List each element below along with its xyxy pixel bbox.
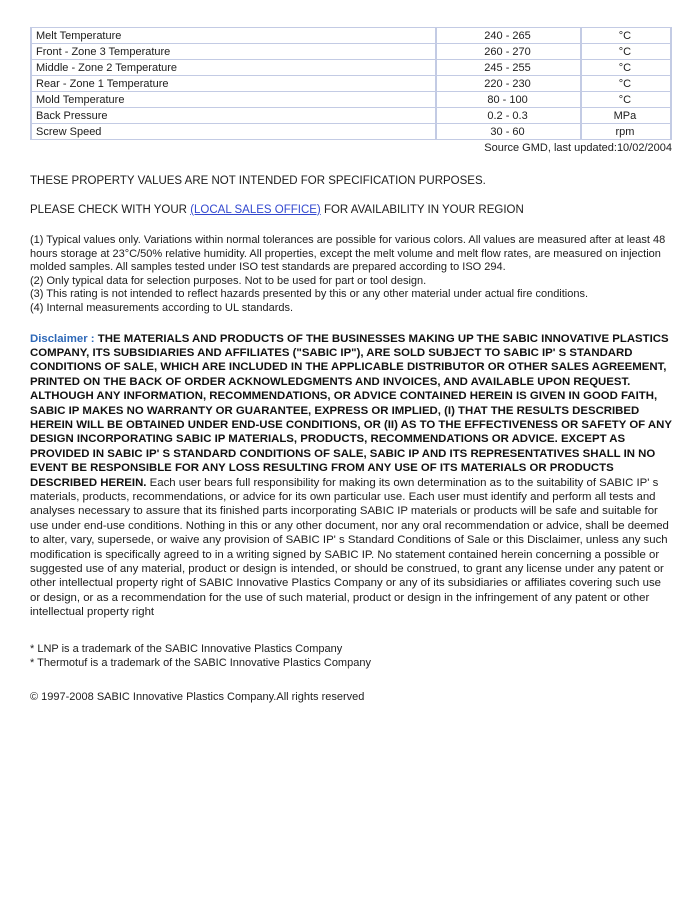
table-row (31, 124, 671, 140)
property-unit-cell: MPa (581, 108, 671, 124)
table-row (31, 92, 671, 108)
trademark-note: * Thermotuf is a trademark of the SABIC Innovative Plastics Company (30, 656, 371, 669)
table-row (31, 76, 671, 92)
table-row (31, 60, 671, 76)
footnote: (4) Internal measurements according to UL standards. (30, 301, 294, 314)
table-row (31, 108, 671, 124)
availability-prefix: PLEASE CHECK WITH YOUR (30, 204, 191, 216)
trademark-notes (30, 642, 672, 670)
property-unit-cell: °C (581, 28, 671, 44)
property-name-cell: Melt Temperature (31, 28, 436, 44)
property-unit-cell: °C (581, 60, 671, 76)
property-value-cell: 80 - 100 (436, 92, 581, 108)
availability-suffix: FOR AVAILABILITY IN YOUR REGION (320, 204, 524, 216)
trademark-note: * LNP is a trademark of the SABIC Innovative Plastics Company (30, 642, 343, 655)
property-unit-cell: °C (581, 92, 671, 108)
local-sales-office-link[interactable]: (LOCAL SALES OFFICE) (190, 204, 321, 216)
footnote: (3) This rating is not intended to reflect hazards presented by this or any other material under actual fire conditions. (30, 288, 589, 301)
property-unit-cell: rpm (581, 124, 671, 140)
property-name-cell: Middle - Zone 2 Temperature (31, 60, 436, 76)
property-name-cell: Front - Zone 3 Temperature (31, 44, 436, 60)
availability-notice (30, 204, 672, 216)
property-value-cell: 0.2 - 0.3 (436, 108, 581, 124)
footnote: (1) Typical values only. Variations within normal tolerances are possible for various colors. All values are measured after at least 48 hours storage at 23°C/50% relative humidity. All properties, except the melt volume and melt flow rates, are measured on injection molded samples. All samples tested under ISO test standards are prepared according to ISO 294. (30, 234, 666, 274)
disclaimer-normal-text: Each user bears full responsibility for making its own determination as to the suitability of SABIC IP' s materials, products, recommendations, or advice for its own particular use. Each user must identify and perform all tests and analyses necessary to assure that its finished parts incorporating SABIC IP materials or products will be safe and suitable for use under end-use conditions. Nothing in this or any other document, nor any oral recommendation or advice, shall be deemed to alter, vary, supersede, or waive any provision of SABIC IP' s Standard Conditions of Sale or this Disclaimer, unless any such modification is specifically agreed to in a writing signed by SABIC IP. No statement contained herein concerning a possible or suggested use of any material, product or design is intended, or should be construed, to grant any license under any patent or other intellectual property right of SABIC Innovative Plastics Company or any of its subsidiaries or affiliates covering such use or design, or as a recommendation for the use of such material, product or design in the infringement of any patent or other intellectual property right (30, 476, 669, 619)
footnote: (2) Only typical data for selection purposes. Not to be used for part or tool design. (30, 274, 427, 287)
processing-parameters-table (30, 27, 672, 140)
property-name-cell: Screw Speed (31, 124, 436, 140)
specification-notice: THESE PROPERTY VALUES ARE NOT INTENDED FOR SPECIFICATION PURPOSES. (30, 175, 486, 187)
source-note: Source GMD, last updated:10/02/2004 (484, 142, 672, 154)
property-value-cell: 30 - 60 (436, 124, 581, 140)
property-unit-cell: °C (581, 76, 671, 92)
disclaimer-label: Disclaimer : (30, 332, 95, 345)
table-row (31, 44, 671, 60)
property-value-cell: 245 - 255 (436, 60, 581, 76)
property-unit-cell: °C (581, 44, 671, 60)
property-name-cell: Back Pressure (31, 108, 436, 124)
table-row (31, 28, 671, 44)
property-name-cell: Mold Temperature (31, 92, 436, 108)
copyright-notice: © 1997-2008 SABIC Innovative Plastics Company.All rights reserved (30, 690, 365, 703)
property-value-cell: 240 - 265 (436, 28, 581, 44)
property-value-cell: 220 - 230 (436, 76, 581, 92)
disclaimer-bold-text: THE MATERIALS AND PRODUCTS OF THE BUSINESSES MAKING UP THE SABIC INNOVATIVE PLASTICS COMPANY, ITS SUBSIDIARIES AND AFFILIATES ("SABIC IP"), ARE SOLD SUBJECT TO SABIC IP' S STANDARD CONDITIONS OF SALE, WHICH ARE INCLUDED IN THE APPLICABLE DISTRIBUTOR OR OTHER SALES AGREEMENT, PRINTED ON THE BACK OF ORDER ACKNOWLEDGMENTS AND INVOICES, AND AVAILABLE UPON REQUEST. ALTHOUGH ANY INFORMATION, RECOMMENDATIONS, OR ADVICE CONTAINED HEREIN IS GIVEN IN GOOD FAITH, SABIC IP MAKES NO WARRANTY OR GUARANTEE, EXPRESS OR IMPLIED, (I) THAT THE RESULTS DESCRIBED HEREIN WILL BE OBTAINED UNDER END-USE CONDITIONS, OR (II) AS TO THE EFFECTIVENESS OR SAFETY OF ANY DESIGN INCORPORATING SABIC IP MATERIALS, PRODUCTS, RECOMMENDATIONS OR ADVICE. EXCEPT AS PROVIDED IN SABIC IP' S STANDARD CONDITIONS OF SALE, SABIC IP AND ITS REPRESENTATIVES SHALL IN NO EVENT BE RESPONSIBLE FOR ANY LOSS RESULTING FROM ANY USE OF ITS MATERIALS OR PRODUCTS DESCRIBED HEREIN. (30, 332, 672, 489)
footnotes (30, 234, 672, 316)
property-value-cell: 260 - 270 (436, 44, 581, 60)
property-name-cell: Rear - Zone 1 Temperature (31, 76, 436, 92)
disclaimer-paragraph (30, 332, 672, 620)
